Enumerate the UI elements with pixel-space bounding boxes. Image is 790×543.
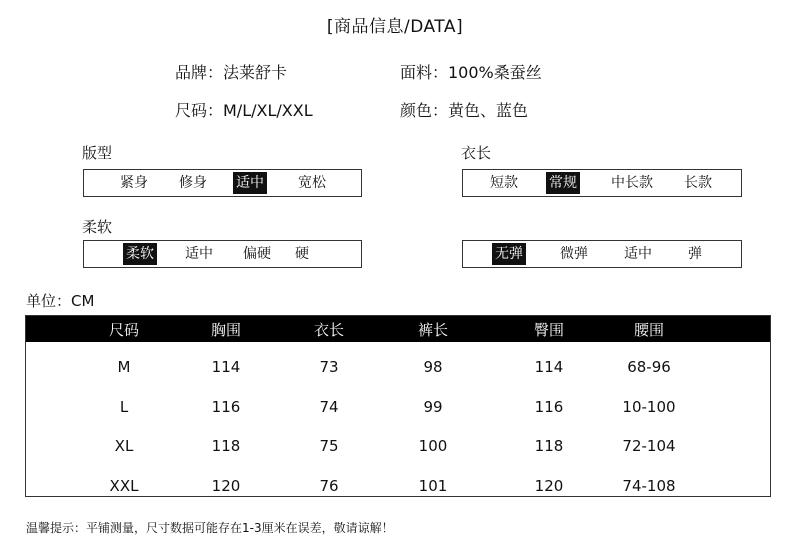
softness-option-stiff: 硬 bbox=[295, 246, 309, 262]
softness-option-soft: 柔软 bbox=[123, 243, 157, 265]
fit-scale bbox=[83, 169, 362, 197]
header-pants-length: 裤长 bbox=[417, 321, 449, 339]
brand-info: 品牌：法莱舒卡 bbox=[175, 63, 288, 82]
softness-scale bbox=[83, 240, 362, 268]
cell-length: 75 bbox=[319, 437, 339, 455]
header-chest: 胸围 bbox=[210, 321, 242, 339]
fit-label: 版型 bbox=[82, 144, 113, 162]
elasticity-option-medium: 适中 bbox=[624, 246, 652, 262]
cell-pants-length: 100 bbox=[418, 437, 448, 455]
size-info: 尺码：M/L/XL/XXL bbox=[175, 101, 313, 120]
fabric-info: 面料：100%桑蚕丝 bbox=[400, 63, 542, 82]
length-option-mid: 中长款 bbox=[611, 175, 653, 191]
cell-hip: 114 bbox=[534, 358, 564, 376]
cell-length: 73 bbox=[319, 358, 339, 376]
cell-pants-length: 101 bbox=[418, 477, 448, 495]
cell-pants-length: 99 bbox=[423, 398, 443, 416]
elasticity-scale bbox=[462, 240, 742, 268]
table-header bbox=[26, 316, 770, 342]
cell-size: XL bbox=[114, 437, 134, 455]
cell-chest: 116 bbox=[211, 398, 241, 416]
fit-option-slim: 修身 bbox=[179, 175, 207, 191]
cell-waist: 10-100 bbox=[622, 398, 676, 416]
length-label: 衣长 bbox=[461, 144, 492, 162]
unit-label: 单位：CM bbox=[26, 292, 95, 310]
cell-chest: 120 bbox=[211, 477, 241, 495]
cell-chest: 114 bbox=[211, 358, 241, 376]
length-option-long: 长款 bbox=[684, 175, 712, 191]
elasticity-option-none: 无弹 bbox=[492, 243, 526, 265]
cell-waist: 74-108 bbox=[622, 477, 676, 495]
softness-option-stiffish: 偏硬 bbox=[243, 246, 271, 262]
cell-waist: 68-96 bbox=[627, 358, 671, 376]
cell-hip: 120 bbox=[534, 477, 564, 495]
cell-size: XXL bbox=[109, 477, 139, 495]
header-waist: 腰围 bbox=[633, 321, 665, 339]
elasticity-option-stretch: 弹 bbox=[688, 246, 702, 262]
cell-size: M bbox=[117, 358, 131, 376]
softness-label: 柔软 bbox=[82, 218, 113, 236]
length-option-regular: 常规 bbox=[546, 172, 580, 194]
header-size: 尺码 bbox=[108, 321, 140, 339]
size-table bbox=[25, 315, 771, 497]
cell-waist: 72-104 bbox=[622, 437, 676, 455]
fit-option-regular: 适中 bbox=[233, 172, 267, 194]
elasticity-option-slight: 微弹 bbox=[560, 246, 588, 262]
fit-option-tight: 紧身 bbox=[120, 175, 148, 191]
page-title: [商品信息/DATA] bbox=[326, 17, 464, 37]
softness-option-medium: 适中 bbox=[185, 246, 213, 262]
color-info: 颜色：黄色、蓝色 bbox=[400, 101, 529, 120]
cell-length: 76 bbox=[319, 477, 339, 495]
header-length: 衣长 bbox=[313, 321, 345, 339]
header-hip: 臀围 bbox=[533, 321, 565, 339]
length-option-short: 短款 bbox=[490, 175, 518, 191]
cell-hip: 116 bbox=[534, 398, 564, 416]
fit-option-loose: 宽松 bbox=[298, 175, 326, 191]
cell-chest: 118 bbox=[211, 437, 241, 455]
cell-size: L bbox=[119, 398, 129, 416]
cell-pants-length: 98 bbox=[423, 358, 443, 376]
measurement-note: 温馨提示：平铺测量，尺寸数据可能存在1-3厘米在误差，敬请谅解！ bbox=[26, 521, 394, 535]
length-scale bbox=[462, 169, 742, 197]
cell-length: 74 bbox=[319, 398, 339, 416]
cell-hip: 118 bbox=[534, 437, 564, 455]
